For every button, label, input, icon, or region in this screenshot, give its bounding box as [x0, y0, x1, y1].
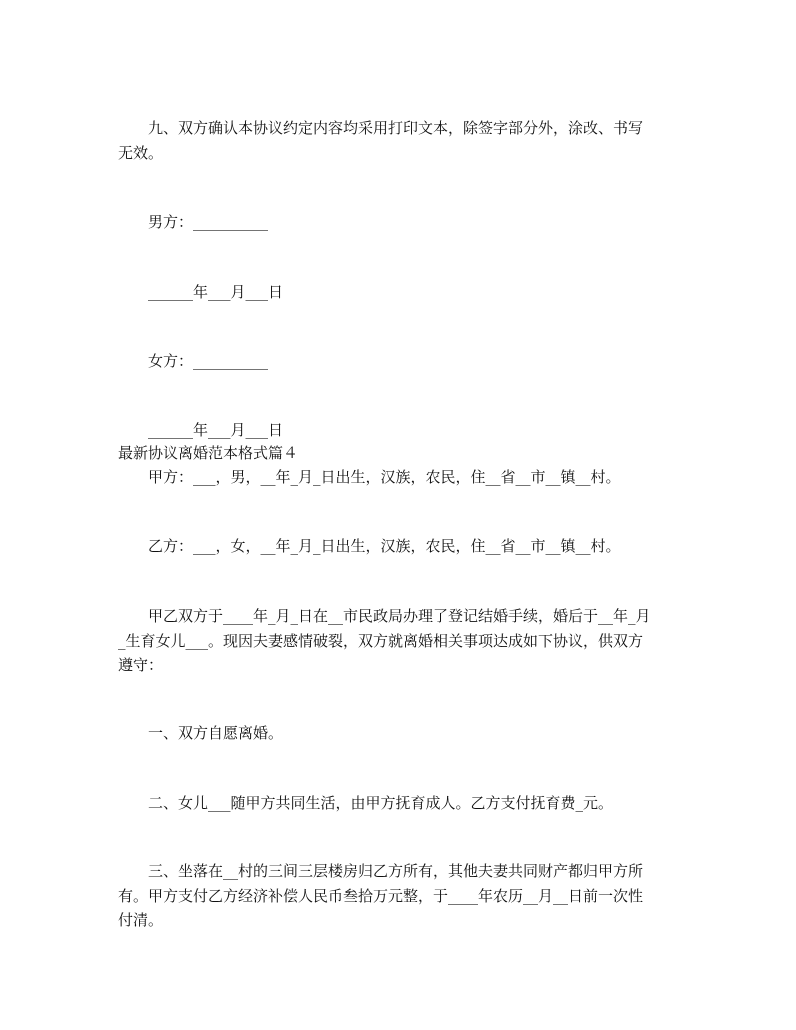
intro-line2: _生育女儿___。现因夫妻感情破裂，双方就离婚相关事项达成如下协议，供双方 — [118, 632, 644, 650]
item-1: 一、双方自愿离婚。 — [148, 724, 284, 742]
male-signature-line: 男方：__________ — [148, 213, 269, 231]
female-date-line: ______年___月___日 — [148, 421, 284, 439]
intro-line1: 甲乙双方于____年_月_日在__市民政局办理了登记结婚手续，婚后于__年_月 — [148, 607, 651, 625]
intro-line3: 遵守： — [118, 656, 164, 674]
item-2: 二、女儿___随甲方共同生活，由甲方抚育成人。乙方支付抚育费_元。 — [148, 794, 614, 812]
party-a-info: 甲方：___，男，__年_月_日出生，汉族，农民，住__省__市__镇__村。 — [148, 468, 621, 486]
item-3-line1: 三、坐落在__村的三间三层楼房归乙方所有，其他夫妻共同财产都归甲方所 — [148, 862, 644, 880]
item-3-line2: 有。甲方支付乙方经济补偿人民币叁拾万元整，于____年农历__月__日前一次性 — [118, 887, 644, 905]
male-date-line: ______年___月___日 — [148, 283, 284, 301]
item-3-line3: 付清。 — [118, 911, 164, 929]
section9-line1: 九、双方确认本协议约定内容均采用打印文本，除签字部分外，涂改、书写 — [148, 119, 644, 137]
section9-line2: 无效。 — [118, 144, 164, 162]
female-signature-line: 女方：__________ — [148, 352, 269, 370]
article-title: 最新协议离婚范本格式篇４ — [118, 444, 299, 462]
party-b-info: 乙方：___，女，__年_月_日出生，汉族，农民，住__省__市__镇__村。 — [148, 537, 621, 555]
